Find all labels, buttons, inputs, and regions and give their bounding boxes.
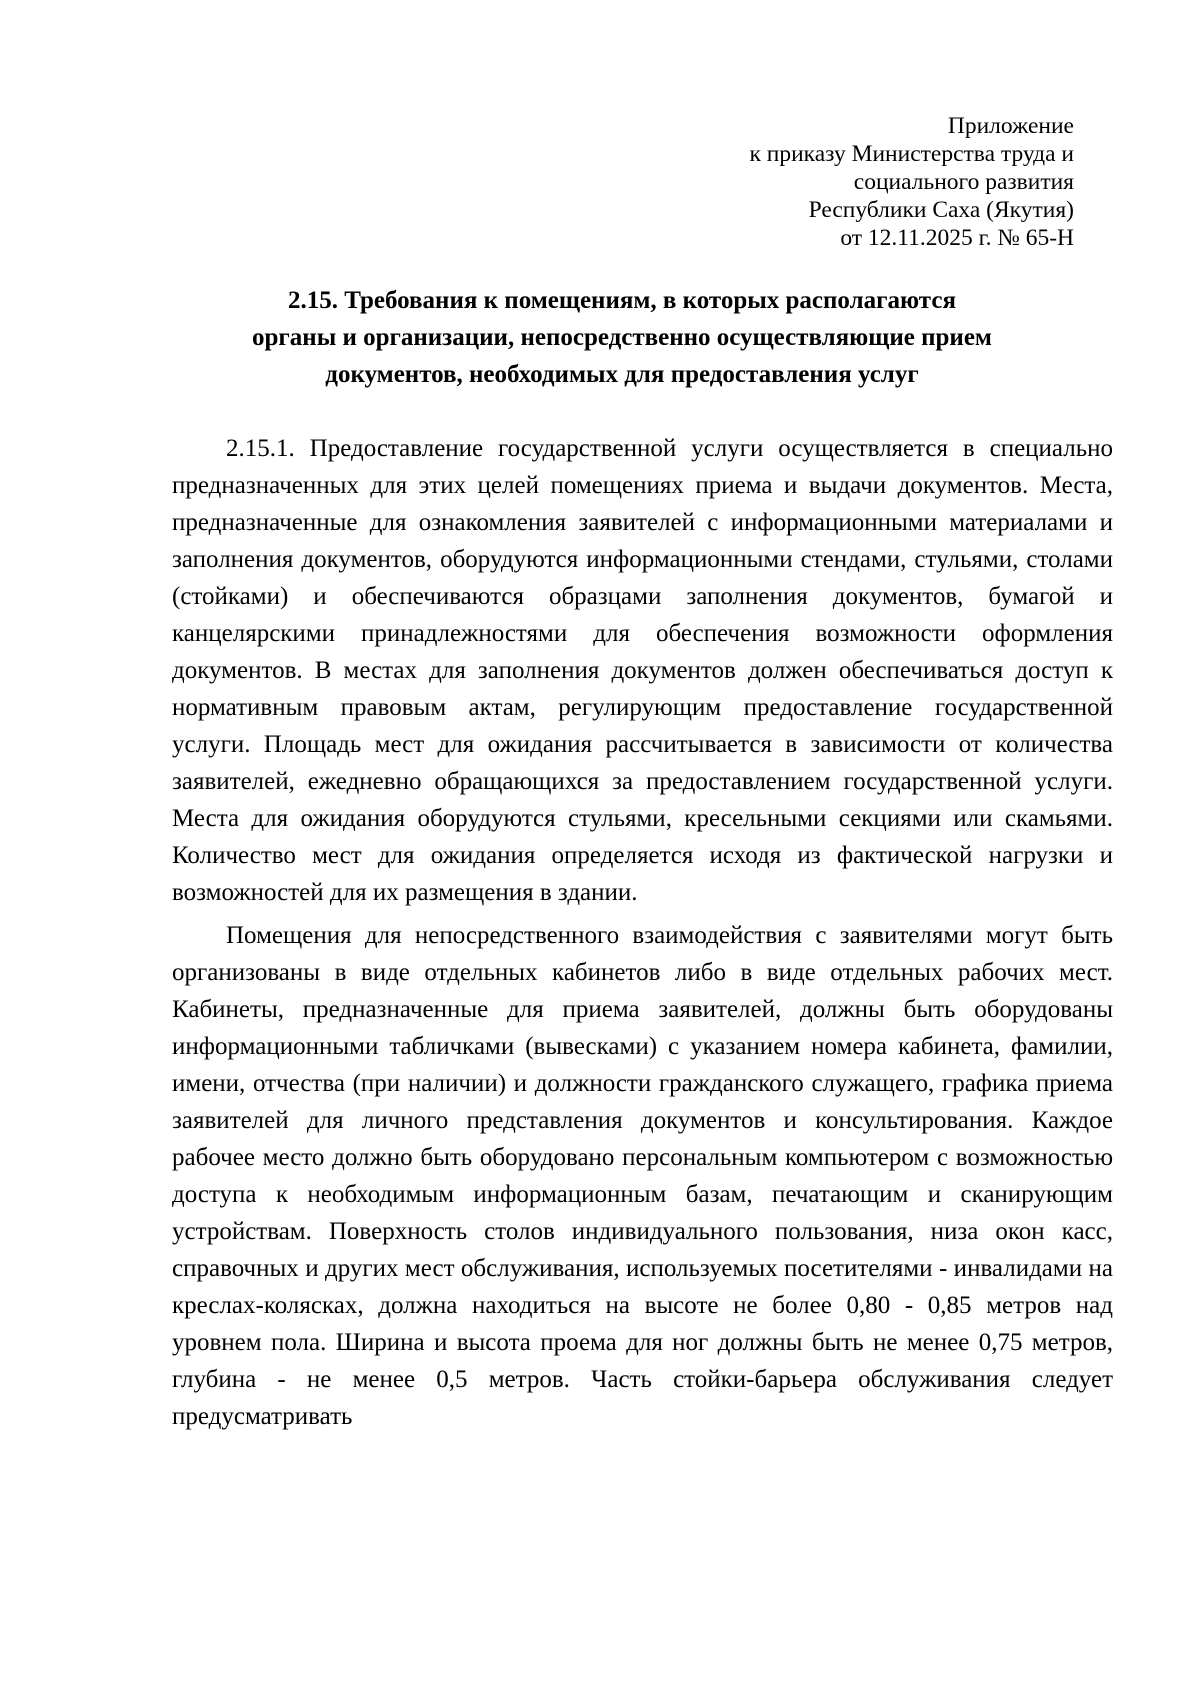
paragraph: Помещения для непосредственного взаимодействия с заявителями могут быть организованы в виде отдельных кабинетов либо в виде отдельных рабочих мест. Кабинеты, предназначенные для приема заявителей, должны быть оборудованы информационными табличками (вывесками) с указанием номера кабинета, фамилии, имени, отчества (при наличии) и должности гражданского служащего, графика приема заявителей для личного представления документов и консультирования. Каждое рабочее место должно быть оборудовано персональным компьютером с возможностью доступа к необходимым информационным базам, печатающим и сканирующим устройствам. Поверхность столов индивидуального пользования, низа окон касс, справочных и других мест обслуживания, используемых посетителями - инвалидами на креслах-колясках, должна находиться на высоте не более 0,80 - 0,85 метров над уровнем пола. Ширина и высота проема для ног должны быть не менее 0,75 метров, глубина - не менее 0,5 метров. Часть стойки-барьера обслуживания следует предусматривать [172,922,1113,1430]
appendix-line: Приложение [947,113,1074,139]
body-text [172,430,1113,1441]
appendix-block [654,112,1074,252]
section-heading [172,282,1072,393]
appendix-line: социального развития [853,169,1074,195]
appendix-line: Республики Саха (Якутия) [808,197,1074,223]
appendix-line: от 12.11.2025 г. № 65-Н [840,225,1074,251]
heading-line: органы и организации, непосредственно осуществляющие прием [252,324,992,351]
heading-line: 2.15. Требования к помещениям, в которых располагаются [288,287,956,314]
heading-line: документов, необходимых для предоставления услуг [325,361,919,388]
paragraph: 2.15.1. Предоставление государственной услуги осуществляется в специально предназначенных для этих целей помещениях приема и выдачи документов. Места, предназначенные для ознакомления заявителей с информационными материалами и заполнения документов, оборудуются информационными стендами, стульями, столами (стойками) и обеспечиваются образцами заполнения документов, бумагой и канцелярскими принадлежностями для обеспечения возможности оформления документов. В местах для заполнения документов должен обеспечиваться доступ к нормативным правовым актам, регулирующим предоставление государственной услуги. Площадь мест для ожидания рассчитывается в зависимости от количества заявителей, ежедневно обращающихся за предоставлением государственной услуги. Места для ожидания оборудуются стульями, кресельными секциями или скамьями. Количество мест для ожидания определяется исходя из фактической нагрузки и возможностей для их размещения в здании. [172,435,1113,906]
appendix-line: к приказу Министерства труда и [749,141,1074,167]
